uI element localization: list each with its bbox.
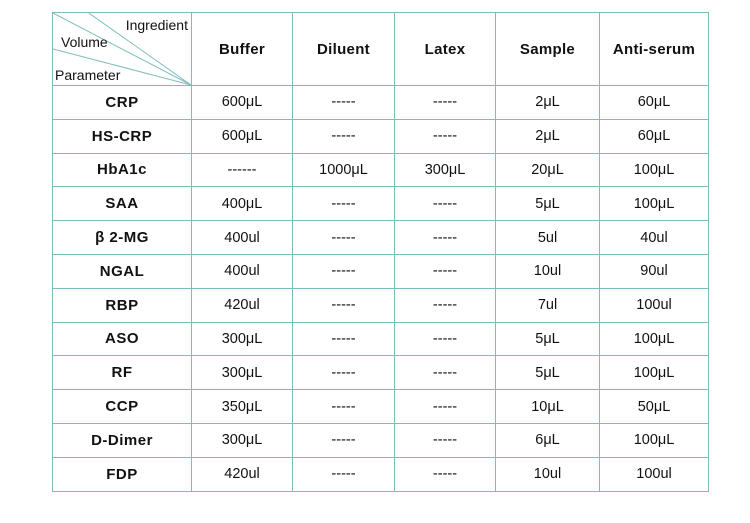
corner-ingredient-label: Ingredient: [125, 17, 188, 33]
value-cell: 400ul: [192, 254, 293, 288]
value-cell: 5ul: [496, 221, 600, 255]
value-cell: 60μL: [600, 119, 709, 153]
value-cell: -----: [293, 457, 395, 491]
parameter-cell: SAA: [53, 187, 192, 221]
column-header-anti-serum: Anti-serum: [600, 13, 709, 86]
parameter-cell: HbA1c: [53, 153, 192, 187]
value-cell: -----: [395, 356, 496, 390]
value-cell: -----: [395, 457, 496, 491]
corner-volume-label: Volume: [61, 34, 108, 50]
table-row: [53, 221, 709, 255]
table-row: [53, 119, 709, 153]
value-cell: 6μL: [496, 423, 600, 457]
column-header-buffer: Buffer: [192, 13, 293, 86]
value-cell: 2μL: [496, 119, 600, 153]
value-cell: 100μL: [600, 187, 709, 221]
value-cell: 100μL: [600, 356, 709, 390]
value-cell: 600μL: [192, 86, 293, 120]
value-cell: 400μL: [192, 187, 293, 221]
column-header-latex: Latex: [395, 13, 496, 86]
value-cell: -----: [395, 254, 496, 288]
value-cell: 10μL: [496, 390, 600, 424]
value-cell: -----: [293, 390, 395, 424]
value-cell: 5μL: [496, 322, 600, 356]
value-cell: -----: [293, 322, 395, 356]
table-row: [53, 322, 709, 356]
parameter-cell: HS-CRP: [53, 119, 192, 153]
value-cell: -----: [395, 86, 496, 120]
value-cell: 300μL: [395, 153, 496, 187]
value-cell: 300μL: [192, 423, 293, 457]
value-cell: -----: [395, 423, 496, 457]
value-cell: -----: [395, 288, 496, 322]
header-row: [53, 13, 709, 86]
parameter-cell: D-Dimer: [53, 423, 192, 457]
corner-parameter-label: Parameter: [55, 67, 121, 83]
value-cell: 1000μL: [293, 153, 395, 187]
value-cell: -----: [395, 390, 496, 424]
value-cell: 50μL: [600, 390, 709, 424]
value-cell: 100ul: [600, 457, 709, 491]
table-row: [53, 86, 709, 120]
value-cell: 10ul: [496, 457, 600, 491]
value-cell: -----: [293, 187, 395, 221]
parameter-cell: RF: [53, 356, 192, 390]
table-row: [53, 356, 709, 390]
value-cell: 420ul: [192, 457, 293, 491]
value-cell: -----: [293, 288, 395, 322]
table-row: [53, 423, 709, 457]
value-cell: -----: [293, 254, 395, 288]
value-cell: 90ul: [600, 254, 709, 288]
reagent-volume-table: [52, 12, 709, 492]
value-cell: -----: [293, 221, 395, 255]
value-cell: 100ul: [600, 288, 709, 322]
value-cell: 100μL: [600, 322, 709, 356]
value-cell: 100μL: [600, 423, 709, 457]
value-cell: 420ul: [192, 288, 293, 322]
value-cell: -----: [293, 423, 395, 457]
column-header-diluent: Diluent: [293, 13, 395, 86]
parameter-cell: RBP: [53, 288, 192, 322]
value-cell: -----: [395, 187, 496, 221]
value-cell: -----: [293, 86, 395, 120]
table-row: [53, 457, 709, 491]
value-cell: -----: [395, 119, 496, 153]
parameter-cell: NGAL: [53, 254, 192, 288]
value-cell: 350μL: [192, 390, 293, 424]
value-cell: 100μL: [600, 153, 709, 187]
table-row: [53, 153, 709, 187]
parameter-cell: CCP: [53, 390, 192, 424]
table-body: [53, 86, 709, 492]
table-row: [53, 288, 709, 322]
column-header-sample: Sample: [496, 13, 600, 86]
parameter-cell: ASO: [53, 322, 192, 356]
parameter-cell: β 2-MG: [53, 221, 192, 255]
value-cell: ------: [192, 153, 293, 187]
value-cell: 60μL: [600, 86, 709, 120]
corner-header-cell: [53, 13, 192, 86]
value-cell: -----: [395, 322, 496, 356]
value-cell: 7ul: [496, 288, 600, 322]
value-cell: 5μL: [496, 187, 600, 221]
value-cell: -----: [395, 221, 496, 255]
parameter-cell: CRP: [53, 86, 192, 120]
value-cell: 5μL: [496, 356, 600, 390]
value-cell: 400ul: [192, 221, 293, 255]
value-cell: 10ul: [496, 254, 600, 288]
table-row: [53, 254, 709, 288]
value-cell: 20μL: [496, 153, 600, 187]
value-cell: 300μL: [192, 322, 293, 356]
value-cell: 600μL: [192, 119, 293, 153]
value-cell: 300μL: [192, 356, 293, 390]
table-row: [53, 187, 709, 221]
parameter-cell: FDP: [53, 457, 192, 491]
value-cell: -----: [293, 119, 395, 153]
table-row: [53, 390, 709, 424]
value-cell: 40ul: [600, 221, 709, 255]
value-cell: -----: [293, 356, 395, 390]
value-cell: 2μL: [496, 86, 600, 120]
